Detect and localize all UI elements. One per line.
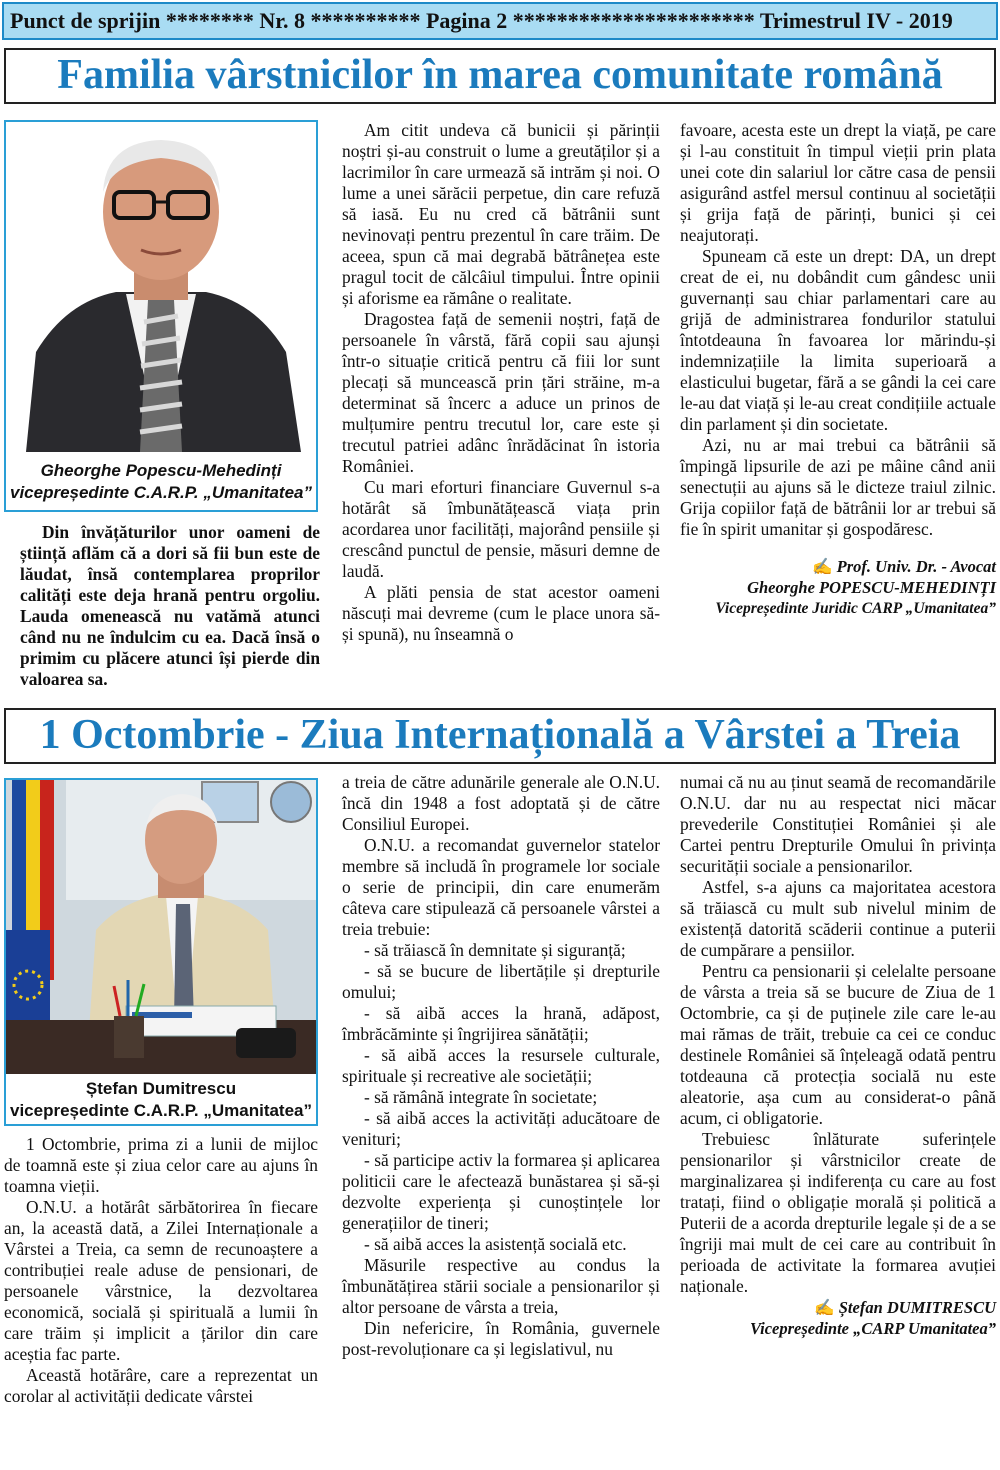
caption-name: Gheorghe Popescu-Mehedinți	[40, 461, 282, 480]
list-item: - să rămână integrate în societate;	[364, 1087, 598, 1107]
paragraph: Spuneam că este un drept: DA, un drept creat de ei, nu dobândit cum gândesc unii guvernanți sau chiar parlamentari care au grijă de administrarea fondurilor statului întotdeauna în favoarea lor mărindu-și indemnizațiile la limita superioară a elasticului bugetar, fără a se gândi la cei care le-au dat viață și le-au creat condițiile actuale din parlament și din societate.	[680, 246, 996, 434]
list-item: - să trăiască în demnitate și siguranță;	[364, 940, 626, 960]
article2-column-1	[4, 1134, 318, 1407]
portrait-photo-stefan	[6, 780, 316, 1074]
paragraph: Dragostea față de semenii noștri, față de persoanele în vârstă, fără copii sau ajunși într-o situație critică pentru că fiii lor sunt plecați să muncească prin țări străine, m-a determinat să încerc a aduce un prinos de mulțumire pentru trecutul lor, care este și trecutul patriei adânc înrădăcinat în istoria României.	[342, 309, 660, 476]
paragraph: Măsurile respective au condus la îmbunătățirea stării sociale a pensionarilor și altor persoane de vârsta a treia,	[342, 1255, 660, 1317]
article1-column-2	[342, 120, 660, 645]
paragraph: Cu mari eforturi financiare Guvernul s-a hotărât să îmbunătățească viața prin acordarea unor facilități, majorând pensiile și crescând punctul de pensie, măsuri demne de laudă.	[342, 477, 660, 581]
article1-column-3	[680, 120, 996, 619]
article2-photo-caption	[6, 1078, 316, 1122]
article1-photo	[4, 120, 318, 512]
paragraph: numai că nu au ținut seamă de recomandările O.N.U. dar nu au respectat nici măcar prevederile Constituției României și ale Cartei pentru Drepturile Omului în privința securității sociale a pensionarilor.	[680, 772, 996, 876]
paragraph: Pentru ca pensionarii și celelalte persoane de vârsta a treia să se bucure de Ziua de 1 Octombrie, ca și de puținele zile care le-au mai rămas de trăit, trebuie ca cei ce conduc destinele României să înțeleagă odată pentru totdeauna că protecția socială nu este aleatorie, așa cum au considerat-o până acum, ci obligatorie.	[680, 961, 996, 1128]
article1-title: Familia vârstnicilor în marea comunitate română	[4, 48, 996, 104]
list-item: - să participe activ la formarea și aplicarea politicii care le afectează bunăstarea și să-și dezvolte experiența și cunoștințele lor generațiilor de tineri;	[342, 1150, 660, 1233]
caption-role: vicepreședinte C.A.R.P. „Umanitatea”	[9, 1101, 312, 1120]
article1-signature-role: Vicepreședinte Juridic CARP „Umanitatea”	[715, 600, 996, 617]
paragraph: O.N.U. a hotărât sărbătorirea în fiecare an, la această dată, a Zilei Internaționale a Vârstei a Treia, ca semn de recunoaștere a contribuției reale aduse de pensionari, de persoanele vârstnice, la dezvoltarea economică, socială și spirituală a lumii în care trăim și implicit a țărilor din care aceștia fac parte.	[4, 1197, 318, 1364]
caption-role: vicepreședinte C.A.R.P. „Umanitatea”	[9, 483, 312, 502]
page-header	[2, 2, 998, 40]
portrait-photo-gheorghe	[6, 122, 316, 452]
article1-lead: Din învățăturilor unor oameni de știință aflăm că a dori să fii bun este de lăudat, însă contemplarea proprilor calități este deja hrană pentru orgoliu. Lauda omenească nu vatămă atunci când nu ne îndulcim cu ea. Dacă însă o primim cu plăcere atunci își pierde din valoarea sa.	[20, 522, 320, 689]
paragraph: Am citit undeva că bunicii și părinții noștri și-au construit o lume a greutăților și a lacrimilor în care urmează să intrăm și noi. O lume a unei sărăcii perpetue, din care refuză să iasă. Eu nu cred că bătrânii sunt nevinovați pentru prezentul în care trăim. De aceea, spun că mai degrabă bătrânețea este pragul tocit de călcâiul timpului. Între opinii și aforisme ea rămâne o realitate.	[342, 120, 660, 308]
signature-line: Prof. Univ. Dr. - Avocat	[836, 557, 996, 576]
list-item: - să aibă acces la hrană, adăpost, îmbrăcăminte și îngrijirea sănătății;	[342, 1003, 660, 1044]
article1-signature-name: Gheorghe POPESCU-MEHEDINȚI	[747, 578, 996, 597]
list-item: - să aibă acces la activități aducătoare de venituri;	[342, 1108, 660, 1149]
list-item: - să aibă acces la asistență socială etc.	[364, 1234, 627, 1254]
paragraph: Din nefericire, în România, guvernele post-revoluționare ca și legislativul, nu	[342, 1318, 660, 1359]
article2-photo	[4, 778, 318, 1126]
header-text: Punct de sprijin ******** Nr. 8 ********** Pagina 2 ********************** Trimestrul IV - 2019	[10, 8, 953, 33]
list-item: - să aibă acces la resursele culturale, spirituale și recreative ale societății;	[342, 1045, 660, 1086]
paragraph: favoare, acesta este un drept la viață, pe care și l-au constituit în timpul vieții prin plata unei cote din salariul lor către casa de pensii asigurând astfel mersul continuu al societății și grija față de părinți, bunici și cei neajutorați.	[680, 120, 996, 245]
paragraph: Astfel, s-a ajuns ca majoritatea acestora să trăiască cu mult sub nivelul minim de existență datorită scăderii continue a puterii de cumpărare a pensiilor.	[680, 877, 996, 960]
article1-signature-title	[680, 556, 996, 577]
article2-signature-role: Vicepreședinte „CARP Umanitatea”	[750, 1319, 996, 1338]
paragraph: A plăti pensia de stat acestor oameni născuți mai devreme (cum le place unora să-și spună), nu înseamnă o	[342, 582, 660, 644]
article2-title: 1 Octombrie - Ziua Internațională a Vârstei a Treia	[4, 708, 996, 764]
paragraph: Azi, nu ar mai trebui ca bătrânii să împingă lipsurile de azi pe mâine când anii senectuții au ajuns să le dicteze traiul zilnic. Grija copiilor față de bătrânii lor ar trebui să fie în spirit umanitar și gospodăresc.	[680, 435, 996, 539]
article2-column-2	[342, 772, 660, 1360]
list-item: - să se bucure de libertățile și drepturile omului;	[342, 961, 660, 1002]
paragraph: 1 Octombrie, prima zi a lunii de mijloc de toamnă este și ziua celor care au ajuns în toamna vieții.	[4, 1134, 318, 1196]
signature-line: Ștefan DUMITRESCU	[838, 1298, 996, 1317]
caption-name: Ștefan Dumitrescu	[85, 1079, 237, 1098]
article2-column-3	[680, 772, 996, 1339]
pen-icon: ✍	[814, 1298, 835, 1317]
article2-signature-name	[680, 1297, 996, 1318]
pen-icon: ✍	[812, 557, 833, 576]
paragraph: a treia de către adunările generale ale O.N.U. încă din 1948 a fost adoptată și de către Consiliul Europei.	[342, 772, 660, 834]
paragraph: O.N.U. a recomandat guvernelor statelor membre să includă în programele lor sociale o serie de principii, din care enumerăm câteva care stipulează că persoanele vârstei a treia trebuie:	[342, 835, 660, 939]
paragraph: Această hotărâre, care a reprezentat un corolar al activității dedicate vârstei	[4, 1365, 318, 1406]
paragraph: Trebuiesc înlăturate suferințele pensionarilor și vârstnicilor create de marginalizarea și indiferența cu care au fost tratați, fiind o obligație morală și politică a Puterii de a acorda drepturile legale și de a se îngriji mai mult de cei care au contribuit în perioada de activitate la formarea avuției naționale.	[680, 1129, 996, 1296]
article1-photo-caption	[6, 460, 316, 504]
